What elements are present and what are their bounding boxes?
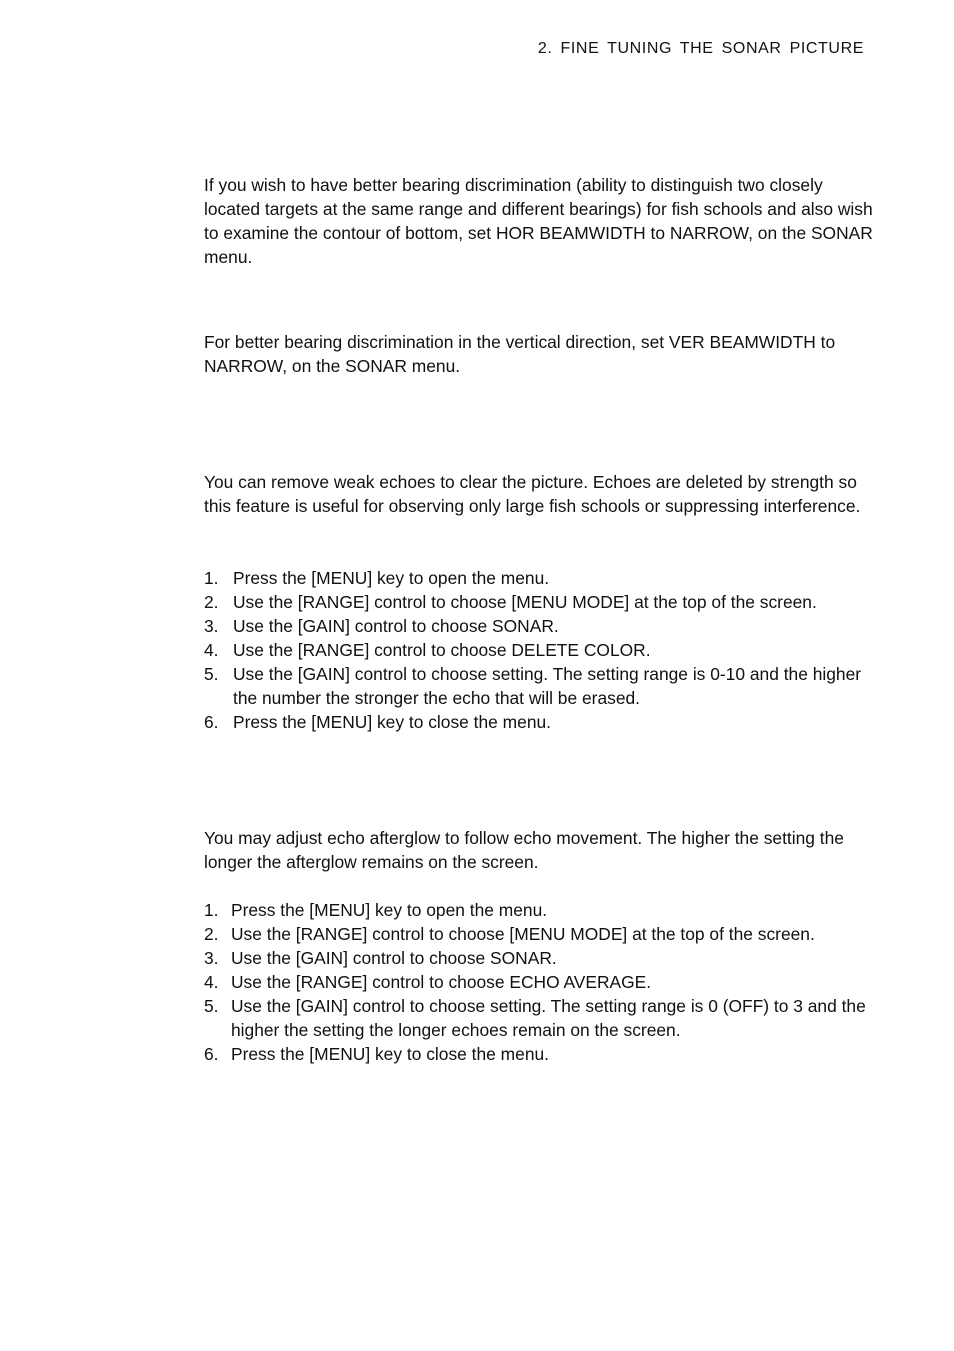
list-item: [204, 994, 874, 1042]
running-header: 2. FINE TUNING THE SONAR PICTURE: [537, 40, 864, 57]
step-number: 3.: [204, 948, 219, 968]
list-item: [204, 566, 874, 590]
step-text: Press the [MENU] key to open the menu.: [233, 568, 550, 588]
step-text: Use the [RANGE] control to choose DELETE COLOR.: [233, 640, 651, 660]
list-item: [204, 662, 874, 710]
step-text: Use the [GAIN] control to choose SONAR.: [231, 948, 557, 968]
step-number: 4.: [204, 972, 219, 992]
step-number: 1.: [204, 900, 219, 920]
step-number: 2.: [204, 592, 219, 612]
step-text: Use the [RANGE] control to choose [MENU MODE] at the top of the screen.: [231, 924, 815, 944]
ver-beamwidth-paragraph: For better bearing discrimination in the vertical direction, set VER BEAMWIDTH to NARROW, on the SONAR menu.: [204, 332, 836, 376]
step-number: 5.: [204, 664, 219, 684]
list-item: [204, 922, 874, 946]
list-item: [204, 898, 874, 922]
list-item: [204, 1042, 874, 1066]
step-number: 3.: [204, 616, 219, 636]
step-number: 5.: [204, 996, 219, 1016]
step-text: Use the [GAIN] control to choose setting. The setting range is 0-10 and the higher the number the stronger the echo that will be erased.: [233, 664, 862, 708]
step-text: Press the [MENU] key to open the menu.: [231, 900, 548, 920]
delete-color-steps: [204, 566, 874, 734]
step-text: Use the [GAIN] control to choose setting. The setting range is 0 (OFF) to 3 and the higher the setting the longer echoes remain on the screen.: [231, 996, 866, 1040]
echo-average-steps: [204, 898, 874, 1066]
list-item: [204, 946, 874, 970]
step-number: 2.: [204, 924, 219, 944]
list-item: [204, 614, 874, 638]
step-text: Use the [RANGE] control to choose [MENU MODE] at the top of the screen.: [233, 592, 817, 612]
echo-average-paragraph: You may adjust echo afterglow to follow echo movement. The higher the setting the longer the afterglow remains on the screen.: [204, 828, 844, 872]
step-text: Press the [MENU] key to close the menu.: [231, 1044, 549, 1064]
step-number: 6.: [204, 712, 219, 732]
step-text: Use the [GAIN] control to choose SONAR.: [233, 616, 559, 636]
list-item: [204, 590, 874, 614]
step-text: Press the [MENU] key to close the menu.: [233, 712, 551, 732]
delete-color-paragraph: You can remove weak echoes to clear the picture. Echoes are deleted by strength so this feature is useful for observing only large fish schools or suppressing interference.: [204, 472, 861, 516]
list-item: [204, 970, 874, 994]
hor-beamwidth-paragraph: If you wish to have better bearing discrimination (ability to distinguish two closely located targets at the same range and different bearings) for fish schools and also wish to examine the contour of bottom, set HOR BEAMWIDTH to NARROW, on the SONAR menu.: [204, 175, 873, 267]
step-number: 6.: [204, 1044, 219, 1064]
list-item: [204, 710, 874, 734]
step-number: 1.: [204, 568, 219, 588]
list-item: [204, 638, 874, 662]
step-text: Use the [RANGE] control to choose ECHO AVERAGE.: [231, 972, 652, 992]
step-number: 4.: [204, 640, 219, 660]
